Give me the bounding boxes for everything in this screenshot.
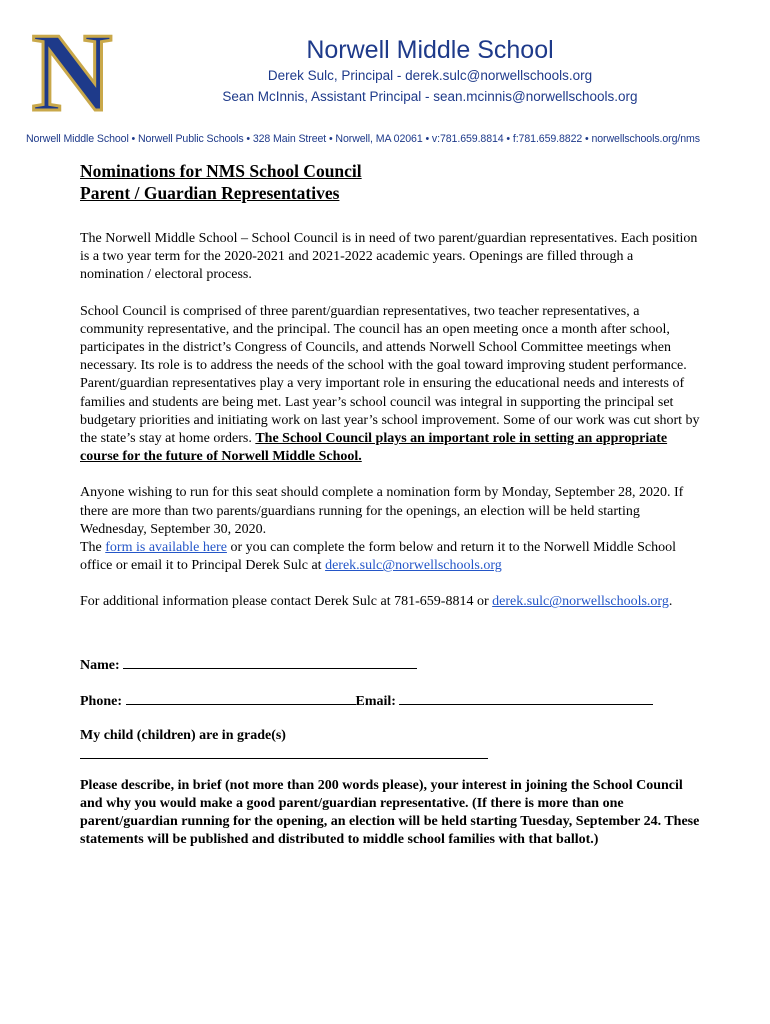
council-paragraph-text: School Council is comprised of three parent/guardian representatives, two teacher representatives, a community representative, and the principal. The council has an open meeting once a month after school, participates in the district’s Congress of Councils, and attends Norwell School Committee meetings when necessary. Its role is to address the needs of the school with the goal toward improving student performance. Parent/guardian representatives play a very important role in ensuring the educational needs and interests of families and students are being met. Last year’s school council was integral in supporting the principal set budgetary priorities and initiating work on last year’s school improvement. Some of our work was cut short by the state’s stay at home orders.	[80, 303, 700, 447]
address-bar: Norwell Middle School • Norwell Public Schools • 328 Main Street • Norwell, MA 02061 • v:781.659.8814 • f:781.659.8822 • norwellschools.org/nms	[26, 133, 700, 145]
grade-label: My child (children) are in grade(s)	[80, 727, 286, 743]
nomination-paragraph-text: Anyone wishing to run for this seat should complete a nomination form by Monday, September 28, 2020. If there are more than two parents/guardians running for the openings, an election will be held starting Wednesday, September 30, 2020.	[80, 485, 684, 537]
nomination-paragraph	[80, 484, 700, 575]
intro-paragraph: The Norwell Middle School – School Council is in need of two parent/guardian representatives. Each position is a two year term for the 2020-2021 and 2021-2022 academic years. Openings are filled through a nomination / electoral process.	[80, 231, 698, 283]
contact-paragraph-text: For additional information please contact Derek Sulc at 781-659-8814 or	[80, 594, 493, 610]
council-emphasis: The School Council plays an important role in setting an appropriate course for the future of Norwell Middle School.	[80, 431, 668, 465]
school-name: Norwell Middle School	[306, 36, 554, 64]
document-title-line2: Parent / Guardian Representatives	[80, 183, 340, 203]
form-sentence-prefix: The	[80, 540, 106, 556]
phone-label: Phone:	[80, 693, 122, 709]
council-paragraph	[80, 303, 700, 467]
logo-letter: N	[31, 28, 113, 118]
grade-blank[interactable]	[80, 744, 488, 759]
contact-paragraph-end: .	[668, 594, 673, 610]
form-sentence-middle: or you can complete the form below and return it to the Norwell Middle School office or email it to Principal Derek Sulc at	[80, 540, 676, 574]
email-blank[interactable]	[399, 692, 653, 705]
principal-line: Derek Sulc, Principal - derek.sulc@norwellschools.org	[267, 68, 593, 83]
grade-field-row	[80, 728, 700, 759]
email-label: Email:	[355, 693, 396, 709]
describe-instructions: Please describe, in brief (not more than 200 words please), your interest in joining the School Council and why you would make a good parent/guardian representative. (If there is more than one parent/guardian running for the opening, an election will be held starting Tuesday, September 24. These statements will be published and distributed to middle school families with that ballot.)	[80, 777, 700, 848]
phone-blank[interactable]	[126, 692, 356, 705]
assistant-principal-line: Sean McInnis, Assistant Principal - sean.mcinnis@norwellschools.org	[222, 89, 638, 104]
contact-paragraph	[80, 593, 700, 611]
form-available-link[interactable]: form is available here	[105, 540, 227, 556]
name-field-row	[80, 656, 700, 674]
name-label: Name:	[80, 657, 120, 673]
document-title-line1: Nominations for NMS School Council	[80, 161, 362, 181]
principal-email-link[interactable]: derek.sulc@norwellschools.org	[325, 558, 502, 574]
document-body	[80, 160, 700, 863]
phone-email-row	[80, 692, 700, 710]
name-blank[interactable]	[123, 656, 417, 669]
contact-email-link[interactable]: derek.sulc@norwellschools.org	[492, 594, 669, 610]
